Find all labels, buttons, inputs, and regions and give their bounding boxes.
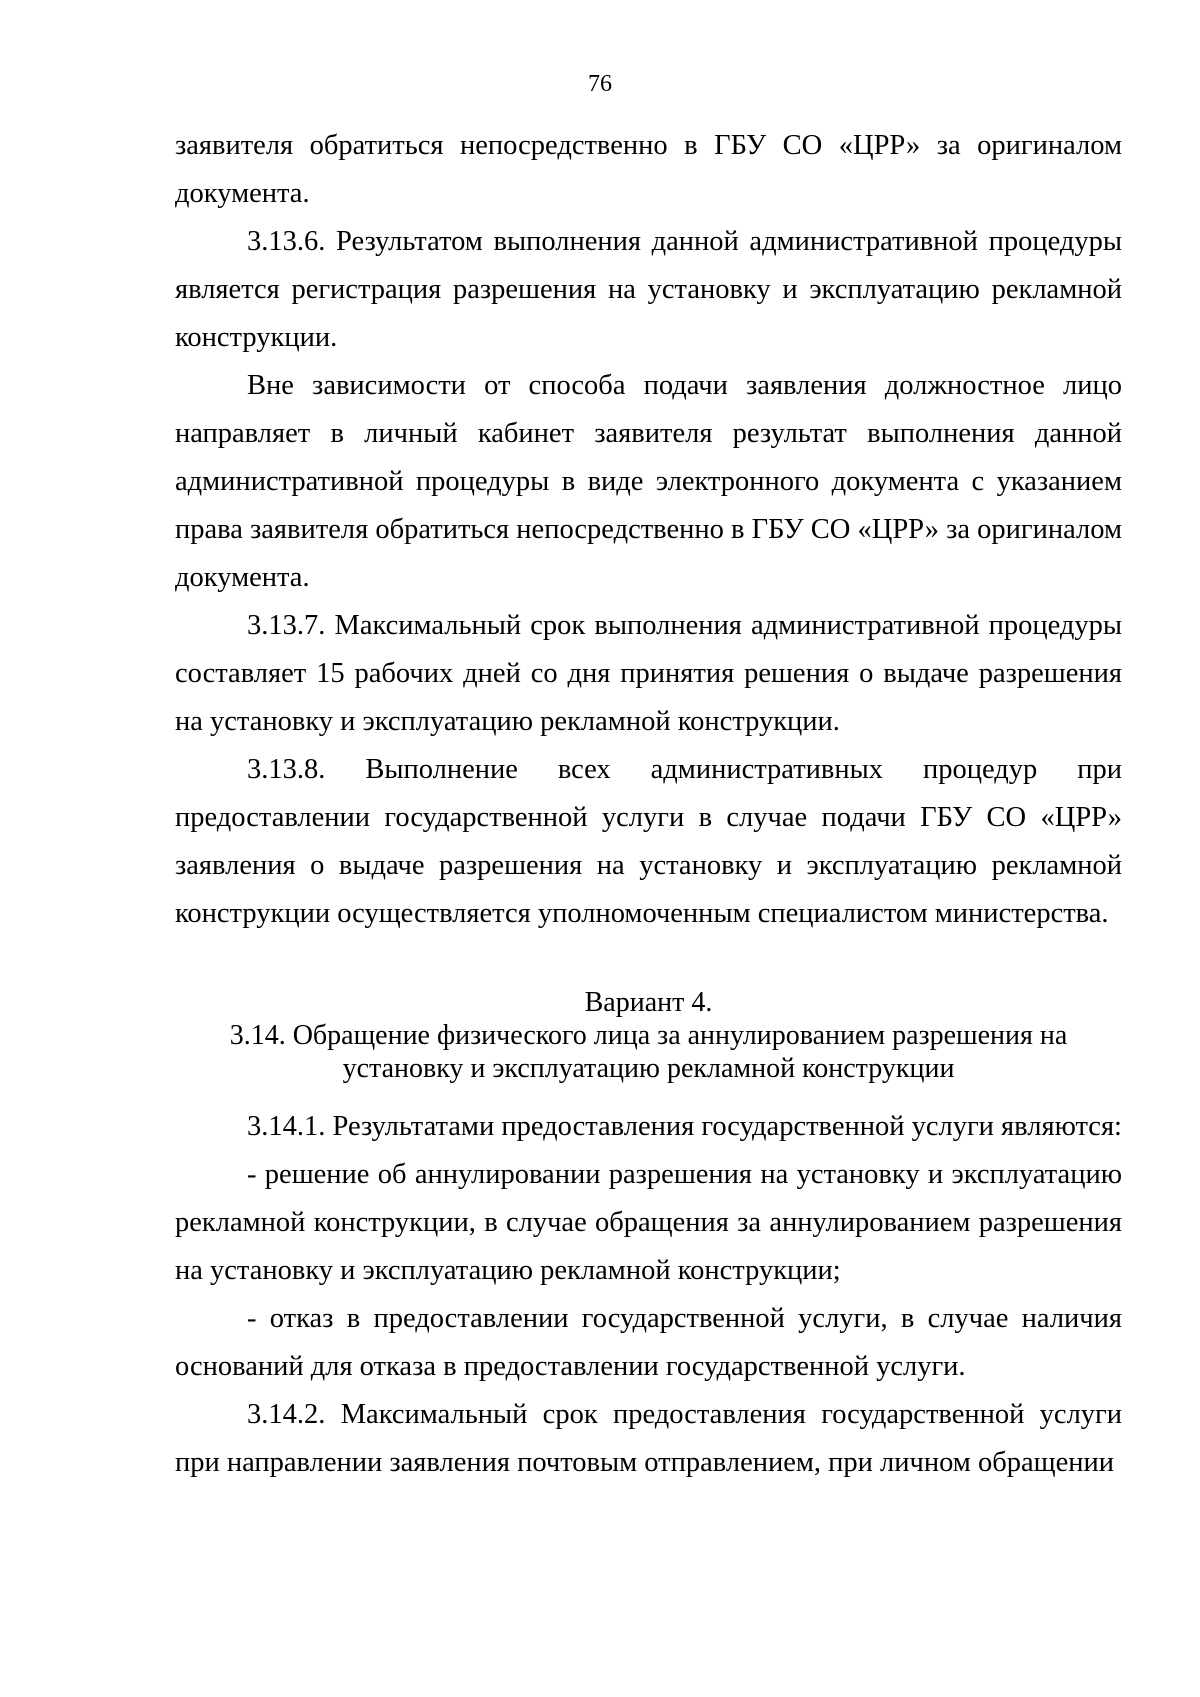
variant-label: Вариант 4.	[584, 987, 713, 1018]
section-title-line-2: установку и эксплуатацию рекламной конструкции	[342, 1053, 955, 1084]
page-number: 76	[588, 71, 612, 97]
list-item-refusal: - отказ в предоставлении государственной услуги, в случае наличия оснований для отказа в предоставлении государственной услуги.	[175, 1303, 1122, 1382]
paragraph-3-13-6: 3.13.6. Результатом выполнения данной административной процедуры является регистрация разрешения на установку и эксплуатацию рекламной конструкции.	[175, 226, 1122, 353]
section-3-13-continued	[175, 122, 1122, 938]
paragraph-regardless-of-submission: Вне зависимости от способа подачи заявления должностное лицо направляет в личный кабинет заявителя результат выполнения данной административной процедуры в виде электронного документа с указанием права заявителя обратиться непосредственно в ГБУ СО «ЦРР» за оригиналом документа.	[175, 370, 1122, 593]
section-3-14	[175, 1103, 1122, 1487]
paragraph-3-14-1: 3.14.1. Результатами предоставления государственной услуги являются:	[247, 1111, 1122, 1142]
paragraph-3-14-2: 3.14.2. Максимальный срок предоставления государственной услуги при направлении заявления почтовым отправлением, при личном обращении	[175, 1399, 1122, 1478]
paragraph-continuation: заявителя обратиться непосредственно в ГБУ СО «ЦРР» за оригиналом документа.	[175, 130, 1122, 209]
section-heading	[175, 986, 1122, 1085]
section-title-line-1: 3.14. Обращение физического лица за аннулированием разрешения на	[229, 1020, 1068, 1051]
paragraph-3-13-7: 3.13.7. Максимальный срок выполнения административной процедуры составляет 15 рабочих дней со дня принятия решения о выдаче разрешения на установку и эксплуатацию рекламной конструкции.	[175, 610, 1122, 737]
paragraph-3-13-8: 3.13.8. Выполнение всех административных процедур при предоставлении государственной услуги в случае подачи ГБУ СО «ЦРР» заявления о выдаче разрешения на установку и эксплуатацию рекламной конструкции осуществляется уполномоченным специалистом министерства.	[175, 754, 1122, 929]
document-body	[175, 122, 1122, 1487]
list-item-annulment-decision: - решение об аннулировании разрешения на установку и эксплуатацию рекламной конструкции, в случае обращения за аннулированием разрешения на установку и эксплуатацию рекламной конструкции;	[175, 1159, 1122, 1286]
